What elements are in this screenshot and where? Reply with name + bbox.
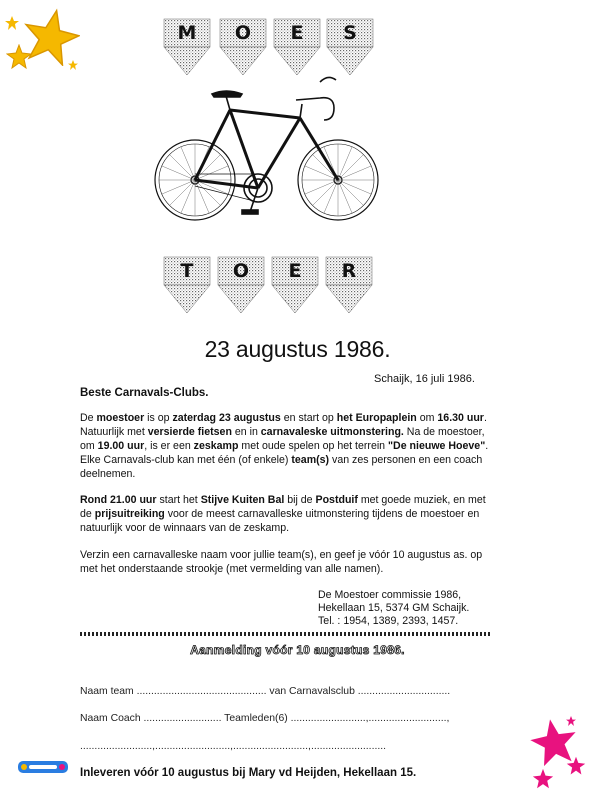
bicycle-illustration — [150, 70, 385, 250]
paragraph-1: De moestoer is op zaterdag 23 augustus en start op het Europaplein om 16.30 uur. Natuurlijk met versierde fietsen en in carnavaleske uitmonstering. Na de moestoer, om 19.00 uur, is er een zeskamp met oude spelen op het terrein "De nieuwe Hoeve". Elke Carnavals-club kan met één (of enkele) team(s) van zes personen en een coach deelnemen. — [80, 412, 489, 480]
heading-letter: T — [180, 260, 194, 282]
salutation: Beste Carnavals-Clubs. — [80, 387, 209, 399]
form-title: Aanmelding vóór 10 augustus 1986. — [190, 643, 405, 657]
form-line-coach: Naam Coach ........................... Teamleden(6) ..........................,..........................., — [80, 713, 450, 724]
heading-letter: S — [343, 22, 357, 44]
event-date-title: 23 augustus 1986. — [204, 336, 391, 362]
signature-line-2: Hekellaan 15, 5374 GM Schaijk. — [318, 602, 470, 614]
place-date: Schaijk, 16 juli 1986. — [374, 373, 475, 385]
heading-letter: O — [234, 22, 252, 44]
signature-line-3: Tel. : 1954, 1389, 2393, 1457. — [318, 615, 459, 627]
heading-tile-bottom-1 — [162, 255, 212, 317]
heading-tile-bottom-2 — [216, 255, 266, 317]
paragraph-2: Rond 21.00 uur start het Stijve Kuiten Bal bij de Postduif met goede muziek, en met de prijsuitreiking voor de meest carnavalleske uitmonstering tijdens de moestoer en natuurlijk voor de winnaars van de zeskamp. — [80, 494, 486, 534]
gold-star-small-icon — [6, 44, 32, 70]
heading-letter: E — [288, 260, 302, 282]
heading-tile-bottom-3 — [270, 255, 320, 317]
deliver-instruction: Inleveren vóór 10 augustus bij Mary vd Heijden, Hekellaan 15. — [80, 767, 417, 779]
heading-tile-bottom-4 — [324, 255, 374, 317]
gold-star-tiny-icon — [68, 60, 78, 70]
paragraph-3: Verzin een carnavalleske naam voor jullie team(s), en geef je vóór 10 augustus as. op met het onderstaande strookje (met vermelding van alle namen). — [80, 549, 483, 575]
dotted-divider — [80, 632, 490, 636]
signature-line-1: De Moestoer commissie 1986, — [318, 589, 462, 601]
heading-letter: E — [290, 22, 304, 44]
form-line-team: Naam team ............................................. van Carnavalsclub ................................ — [80, 686, 451, 697]
pink-star-small-icon — [532, 768, 554, 790]
pink-star-small-icon — [566, 756, 586, 776]
gold-star-tiny-icon — [5, 16, 19, 30]
heading-letter: O — [232, 260, 250, 282]
heading-letter: M — [177, 22, 197, 44]
form-line-members: .........................,..........................,..........................,.......................... — [80, 741, 387, 752]
site-logo — [18, 758, 68, 776]
pink-star-tiny-icon — [566, 716, 576, 726]
heading-letter: R — [341, 260, 357, 282]
